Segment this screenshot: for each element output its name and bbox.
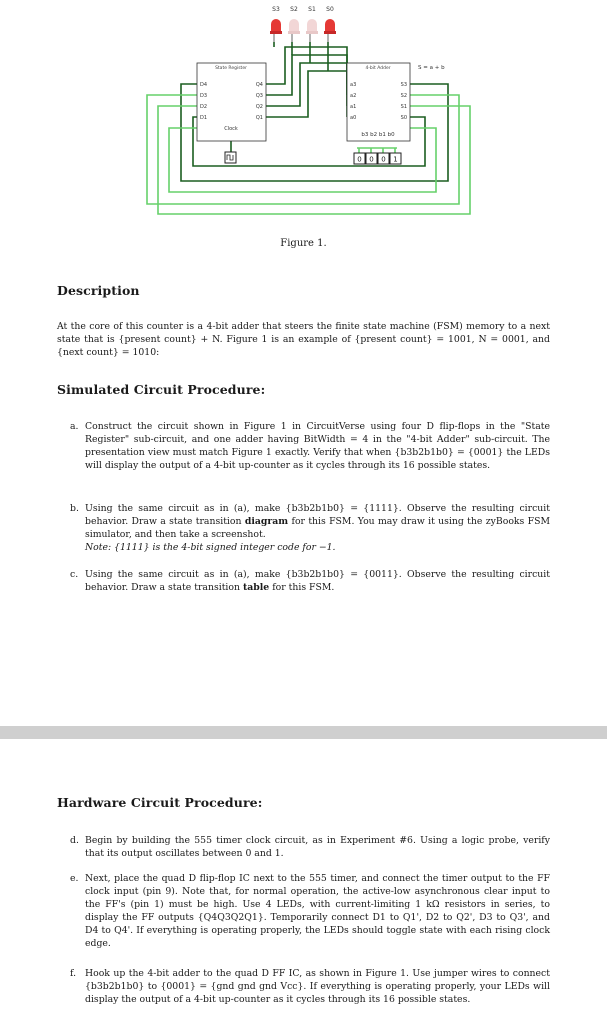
item-label: e.: [70, 873, 79, 884]
led-icon[interactable]: [288, 19, 300, 42]
sr-clock-label: Clock: [224, 126, 238, 132]
adder-input-a3: a3: [350, 82, 357, 88]
simulated-item-a: [70, 420, 550, 472]
item-label: b.: [70, 503, 79, 514]
hardware-item-f: [70, 967, 550, 1006]
item-text-cont: for this FSM.: [272, 582, 335, 593]
adder-output-s2: S2: [400, 93, 407, 99]
sr-output-q4: Q4: [255, 82, 263, 88]
led-icon[interactable]: [324, 19, 336, 42]
led-label-s1: S1: [308, 6, 316, 13]
adder-equation: S = a + b: [418, 65, 445, 71]
adder-output-s1: S1: [400, 104, 407, 110]
page-divider: [0, 726, 607, 739]
item-label: c.: [70, 569, 79, 580]
led-label-s2: S2: [290, 6, 298, 13]
sr-input-d3: D3: [200, 93, 208, 99]
hardware-heading: Hardware Circuit Procedure:: [57, 795, 263, 810]
item-text: Hook up the 4-bit adder to the quad D FF IC, as shown in Figure 1. Use jumper wires to connect {b3b2b1b0} to {0001} = {gnd gnd gnd Vcc}. If everything is operating properly, your LEDs will display the output of a 4-bit up-counter as it cycles through its 16 possible states.: [85, 968, 550, 1005]
figure-caption: Figure 1.: [280, 238, 327, 249]
description-text: At the core of this counter is a 4-bit adder that steers the finite state machine (FSM) memory to a next state that is {present count} + N. Figure 1 is an example of {present count} = 1001, N = 0001, and {next count} = 1010:: [57, 321, 550, 358]
b-input-switches: [354, 153, 401, 164]
state-register-title: State Register: [215, 66, 247, 71]
adder-input-a1: a1: [350, 104, 357, 110]
sr-input-d1: D1: [200, 115, 208, 121]
adder-input-a0: a0: [350, 115, 357, 121]
adder-output-s0: S0: [400, 115, 407, 121]
led-label-s3: S3: [272, 6, 280, 13]
adder-title: 4-bit Adder: [365, 66, 391, 71]
sr-output-q3: Q3: [255, 93, 263, 99]
adder-output-s3: S3: [400, 82, 407, 88]
led-icon[interactable]: [270, 19, 282, 42]
adder-4bit[interactable]: [347, 63, 410, 141]
b-value-b3: 0: [357, 155, 362, 164]
simulated-item-c: [70, 568, 550, 594]
b-value-b1: 0: [381, 155, 386, 164]
sr-input-d2: D2: [200, 104, 208, 110]
item-note: Note: {1111} is the 4-bit signed integer code for −1.: [85, 542, 336, 553]
led-label-s0: S0: [326, 6, 334, 13]
simulated-item-b: [70, 502, 550, 554]
adder-b-label: b3 b2 b1 b0: [361, 132, 395, 138]
item-text: Begin by building the 555 timer clock circuit, as in Experiment #6. Using a logic probe, verify that its output oscillates between 0 and 1.: [85, 835, 550, 859]
adder-input-a2: a2: [350, 93, 357, 99]
sr-output-q1: Q1: [255, 115, 263, 121]
b-value-b2: 0: [369, 155, 374, 164]
b-value-b0: 1: [393, 155, 398, 164]
clock-source[interactable]: [225, 152, 236, 163]
item-text-cont: for this FSM. You may draw it using the zyBooks FSM simulator, and then take a screenshot.: [85, 516, 550, 540]
description-heading: Description: [57, 283, 140, 298]
sr-output-q2: Q2: [255, 104, 263, 110]
item-bold-word: table: [242, 582, 270, 593]
item-label: a.: [70, 421, 79, 432]
item-text: Construct the circuit shown in Figure 1 in CircuitVerse using four D flip-flops in the "State Register" sub-circuit, and one adder having BitWidth = 4 in the "4-bit Adder" sub-circuit. The presentation view must match Figure 1 exactly. Verify that when {b3b2b1b0} = {0001} the LEDs will display the output of a 4-bit up-counter as it cycles through its 16 possible states.: [85, 421, 550, 471]
item-text: Next, place the quad D flip-flop IC next to the 555 timer, and connect the timer output to the FF clock input (pin 9). Note that, for normal operation, the active-low asynchronous clear input to the FF's (pin 1) must be high. Use 4 LEDs, with current-limiting 1 kΩ resistors in series, to display the FF outputs {Q4Q3Q2Q1}. Temporarily connect D1 to Q1', D2 to Q2', D3 to Q3', and D4 to Q4'. If everything is operating properly, the LEDs should toggle state with each rising clock edge.: [85, 873, 550, 949]
sr-input-d4: D4: [200, 82, 208, 88]
simulated-heading: Simulated Circuit Procedure:: [57, 382, 266, 397]
item-text: Using the same circuit as in (a), make {b3b2b1b0} = {0011}. Observe the resulting circuit behavior. Draw a state transition: [85, 569, 550, 593]
item-text: Using the same circuit as in (a), make {b3b2b1b0} = {1111}. Observe the resulting circuit behavior. Draw a state transition: [85, 503, 550, 527]
state-register[interactable]: [197, 63, 266, 141]
figure-1: [0, 0, 607, 255]
hardware-item-d: [70, 834, 550, 860]
circuit-diagram: [0, 0, 607, 255]
led-icon[interactable]: [306, 19, 318, 42]
hardware-item-e: [70, 872, 550, 950]
item-bold-word: diagram: [244, 516, 289, 527]
item-label: f.: [70, 968, 77, 979]
item-label: d.: [70, 835, 79, 846]
